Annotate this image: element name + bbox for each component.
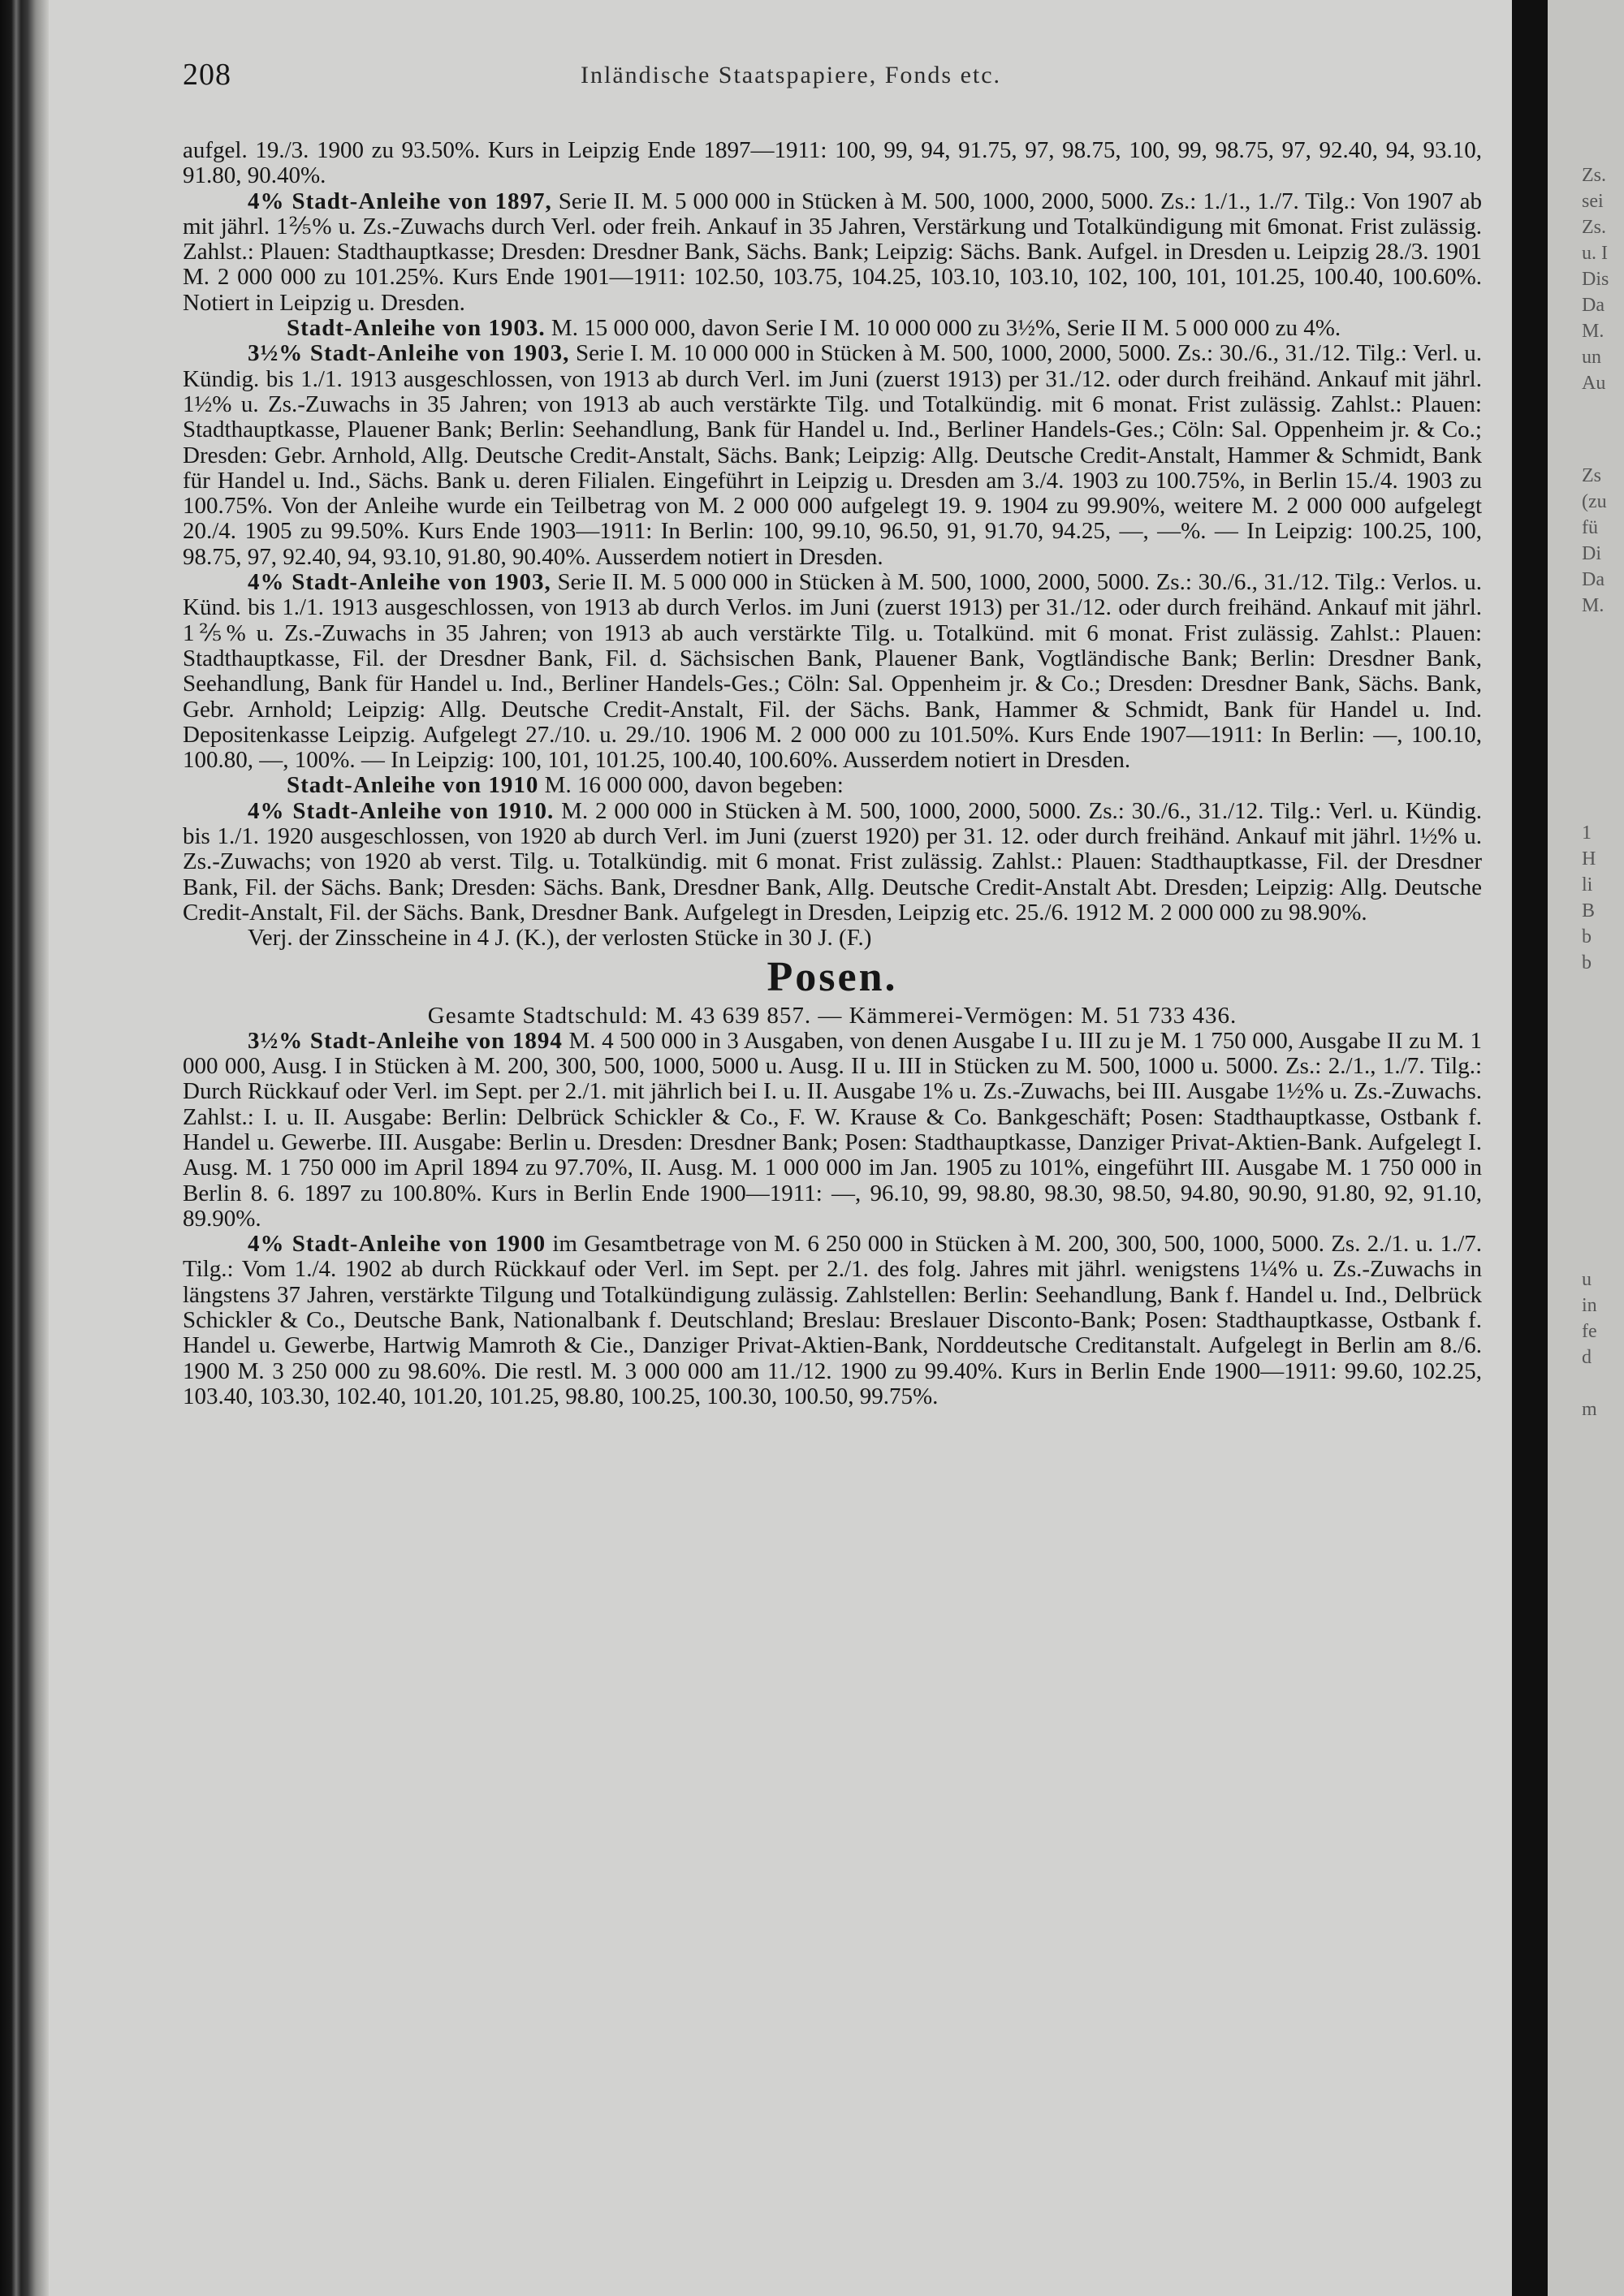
city-heading: Posen. — [767, 953, 898, 1000]
running-head: Inländische Staatspapiere, Fonds etc. — [581, 62, 1002, 88]
city-summary: Gesamte Stadtschuld: M. 43 639 857. — Kämmerei-Vermögen: M. 51 733 436. — [427, 1002, 1237, 1029]
bond-entry — [183, 926, 1482, 951]
adjacent-page-fragment: Zs. sei Zs. u. I Dis Da M. un Au — [1582, 165, 1609, 394]
adjacent-page-fragment: Zs (zu fü Di Da M. — [1582, 465, 1607, 616]
bond-heading: Stadt-Anleihe von 1910 — [287, 772, 539, 799]
bond-entry — [183, 1232, 1482, 1409]
bond-details: Verj. der Zinsscheine in 4 J. (K.), der verlosten Stücke in 30 J. (F.) — [248, 925, 872, 952]
bond-details: Serie I. M. 10 000 000 in Stücken à M. 500, 1000, 2000, 5000. Zs.: 30./6., 31./12. Tilg.: Verl. u. Kündig. bis 1./1. 1913 ausgeschlossen, von 1913 ab durch Verl. im Juni (zuerst 1913) per 31./12. oder durch freihänd. Ankauf mit jährl. 1½% u. Zs.-Zuwachs in 35 Jahren; von 1913 ab auch verstärkte Tilg. und Totalkündig. mit 6 monat. Frist zulässig. Zahlst.: Plauen: Stadthauptkasse, Plauener Bank; Berlin: Seehandlung, Bank für Handel u. Ind., Berliner Handels-Ges.; Cöln: Sal. Oppenheim jr. & Co.; Dresden: Gebr. Arnhold, Allg. Deutsche Credit-Anstalt, Sächs. Bank; Leipzig: Allg. Deutsche Credit-Anstalt, Hammer & Schmidt, Bank für Handel u. Ind., Sächs. Bank u. deren Filialen. Eingeführt in Leipzig u. Dresden am 3./4. 1903 zu 100.75%, in Berlin 15./4. 1903 zu 100.75%. Von der Anleihe wurde ein Teilbetrag von M. 2 000 000 aufgelegt 19. 9. 1904 zu 99.90%, weitere M. 2 000 000 aufgelegt 20./4. 1905 zu 99.50%. Kurs Ende 1903—1911: In Berlin: 100, 99.10, 96.50, 91, 91.70, 94.25, —, —%. — In Leipzig: 100.25, 100, 98.75, 97, 92.40, 94, 93.10, 91.80, 90.40%. Ausserdem notiert in Dresden. — [183, 340, 1482, 570]
bond-entry — [183, 189, 1482, 316]
bond-heading: 4% Stadt-Anleihe von 1903, — [248, 569, 551, 596]
bond-entry — [183, 316, 1482, 341]
bond-details: Serie II. M. 5 000 000 in Stücken à M. 500, 1000, 2000, 5000. Zs.: 1./1., 1./7. Tilg.: Von 1907 ab mit jährl. 1⅖% u. Zs.-Zuwachs durch Verl. oder freih. Ankauf in 35 Jahren, Verstärkung und Totalkündigung mit 6monat. Frist zulässig. Zahlst.: Plauen: Stadthauptkasse; Dresden: Dresdner Bank, Sächs. Bank; Leipzig: Sächs. Bank. Aufgel. in Dresden u. Leipzig 28./3. 1901 M. 2 000 000 zu 101.25%. Kurs Ende 1901—1911: 102.50, 103.75, 104.25, 103.10, 103.10, 102, 100, 101, 101.25, 100.40, 100.60%. Notiert in Leipzig u. Dresden. — [183, 188, 1482, 316]
bond-entry — [183, 773, 1482, 798]
bond-heading: 3½% Stadt-Anleihe von 1894 — [248, 1027, 563, 1054]
page-body — [183, 138, 1482, 1409]
bond-entry — [183, 570, 1482, 773]
bond-details: M. 15 000 000, davon Serie I M. 10 000 000 zu 3½%, Serie II M. 5 000 000 zu 4%. — [545, 315, 1341, 342]
bond-heading: 4% Stadt-Anleihe von 1897, — [248, 188, 552, 214]
bond-entry — [183, 799, 1482, 926]
bond-heading: 4% Stadt-Anleihe von 1910. — [248, 797, 555, 824]
adjacent-page-fragment: 1 H li B b b — [1582, 822, 1596, 973]
bond-heading: 4% Stadt-Anleihe von 1900 — [248, 1231, 546, 1258]
bond-details: M. 16 000 000, davon begeben: — [538, 772, 844, 799]
page-header — [183, 57, 1482, 97]
bond-entry — [183, 341, 1482, 570]
scan-left-edge — [0, 0, 49, 2296]
bond-details: im Gesamtbetrage von M. 6 250 000 in Stücken à M. 200, 300, 500, 1000, 5000. Zs. 2./1. u. 1./7. Tilg.: Vom 1./4. 1902 ab durch Rückkauf oder Verl. im Sept. per 2./1. des folg. Jahres mit jährl. wenigstens 1¼% u. Zs.-Zuwachs in längstens 37 Jahren, verstärkte Tilgung und Totalkündigung zulässig. Zahlstellen: Berlin: Seehandlung, Bank f. Handel u. Ind., Delbrück Schickler & Co., Deutsche Bank, Nationalbank f. Deutschland; Breslau: Breslauer Disconto-Bank; Posen: Stadthauptkasse, Ostbank f. Handel u. Gewerbe, Hartwig Mamroth & Cie., Danziger Privat-Aktien-Bank, Norddeutsche Creditanstalt. Aufgelegt in Berlin am 8./6. 1900 M. 3 250 000 zu 98.60%. Die restl. M. 3 000 000 am 11./12. 1900 zu 99.40%. Kurs in Berlin Ende 1900—1911: 99.60, 102.25, 103.40, 103.30, 102.40, 101.20, 101.25, 98.80, 100.25, 100.30, 100.50, 99.75%. — [183, 1231, 1482, 1409]
bond-heading: 3½% Stadt-Anleihe von 1903, — [248, 340, 570, 367]
scan-gutter-shadow — [1512, 0, 1548, 2296]
bond-entry — [183, 1029, 1482, 1232]
book-page — [183, 57, 1482, 2281]
bond-details: Serie II. M. 5 000 000 in Stücken à M. 500, 1000, 2000, 5000. Zs.: 30./6., 31./12. Tilg.: Verlos. u. Künd. bis 1./1. 1913 ausgeschlossen, von 1913 ab durch Verlos. im Juni (zuerst 1913) per 31./12. oder durch freihänd. Ankauf mit jährl. 1⅖% u. Zs.-Zuwachs in 35 Jahren; von 1913 ab auch verstärkte Tilg. u. Totalkünd. mit 6 monat. Frist zulässig. Zahlst.: Plauen: Stadthauptkasse, Fil. der Dresdner Bank, Fil. d. Sächsischen Bank, Plauener Bank, Vogtländische Bank; Berlin: Dresdner Bank, Seehandlung, Bank für Handel u. Ind., Berliner Handels-Ges.; Cöln: Sal. Oppenheim jr. & Co.; Dresden: Dresdner Bank, Sächs. Bank, Gebr. Arnhold; Leipzig: Allg. Deutsche Credit-Anstalt, Fil. der Sächs. Bank, Hammer & Schmidt, Bank für Handel u. Ind. Depositenkasse Leipzig. Aufgelegt 27./10. u. 29./10. 1906 M. 2 000 000 zu 101.50%. Kurs Ende 1907—1911: In Berlin: —, 100.10, 100.80, —, 100%. — In Leipzig: 100, 101, 101.25, 100.40, 100.60%. Ausserdem notiert in Dresden. — [183, 569, 1482, 774]
adjacent-page-fragment: u in fe d m — [1582, 1269, 1597, 1420]
bond-entry — [183, 138, 1482, 189]
bond-details: aufgel. 19./3. 1900 zu 93.50%. Kurs in Leipzig Ende 1897—1911: 100, 99, 94, 91.75, 97, 98.75, 100, 99, 98.75, 97, 92.40, 94, 93.10, 91.80, 90.40%. — [183, 137, 1482, 189]
bond-heading: Stadt-Anleihe von 1903. — [287, 315, 546, 342]
bond-details: M. 4 500 000 in 3 Ausgaben, von denen Ausgabe I u. III zu je M. 1 750 000, Ausgabe II zu M. 1 000 000, Ausg. I in Stücken à M. 200, 300, 500, 1000, 5000 u. Ausg. II u. III in Stücken zu M. 500, 1000 u. 5000. Zs.: 2./1., 1./7. Tilg.: Durch Rückkauf oder Verl. im Sept. per 2./1. mit jährlich bei I. u. II. Ausgabe 1% u. Zs.-Zuwachs, bei III. Ausgabe 1½% u. Zs.-Zuwachs. Zahlst.: I. u. II. Ausgabe: Berlin: Delbrück Schickler & Co., F. W. Krause & Co. Bankgeschäft; Posen: Stadthauptkasse, Ostbank f. Handel u. Gewerbe. III. Ausgabe: Berlin u. Dresden: Dresdner Bank; Posen: Stadthauptkasse, Danziger Privat-Aktien-Bank. Aufgelegt I. Ausg. M. 1 750 000 im April 1894 zu 97.70%, II. Ausg. M. 1 000 000 im Jan. 1905 zu 101%, eingeführt III. Ausgabe M. 1 750 000 in Berlin 8. 6. 1897 zu 100.80%. Kurs in Berlin Ende 1900—1911: —, 96.10, 99, 98.80, 98.30, 98.50, 94.80, 90.90, 91.80, 92, 91.10, 89.90%. — [183, 1027, 1483, 1232]
bond-details: M. 2 000 000 in Stücken à M. 500, 1000, 2000, 5000. Zs.: 30./6., 31./12. Tilg.: Verl. u. Kündig. bis 1./1. 1920 ausgeschlossen, von 1920 ab durch Verl. im Juni (zuerst 1920) per 31. 12. oder durch freihänd. Ankauf mit jährl. 1½% u. Zs.-Zuwachs; von 1920 ab verst. Tilg. u. Totalkündig. mit 6 monat. Frist zulässig. Zahlst.: Plauen: Stadthauptkasse, Fil. der Dresdner Bank, Fil. der Sächs. Bank; Dresden: Sächs. Bank, Dresdner Bank, Allg. Deutsche Credit-Anstalt Abt. Dresden; Leipzig: Allg. Deutsche Credit-Anstalt, Fil. der Sächs. Bank, Dresdner Bank. Aufgelegt in Dresden, Leipzig etc. 25./6. 1912 M. 2 000 000 zu 98.90%. — [183, 797, 1483, 926]
page-number: 208 — [183, 58, 231, 92]
